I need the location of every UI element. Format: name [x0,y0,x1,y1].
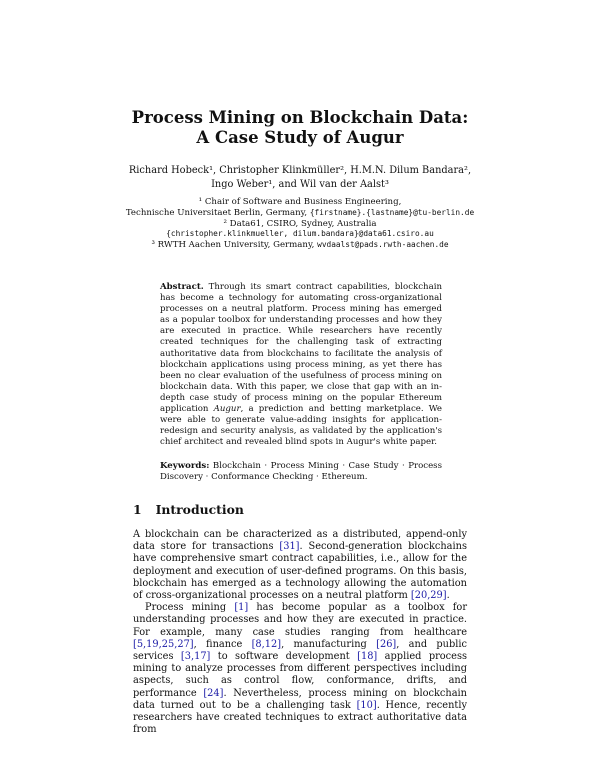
p2-text-h: . Nevertheless, process mining on blockchain data turned out to be a challenging task [133,687,467,711]
abstract [160,282,442,448]
title-line-2: A Case Study of Augur [196,128,404,147]
p2-text-e: , and public services [133,638,467,663]
affiliation-1-email: {firstname}.{lastname}@tu-berlin.de [309,207,475,217]
p2-text-d: , manufacturing [281,638,377,650]
author-list [100,164,500,192]
keywords [160,461,442,483]
affiliation-3-line: ³ RWTH Aachen University, Germany, [151,240,318,251]
citation-link[interactable]: [1] [234,602,249,614]
citation-link[interactable]: [5,19,25,27] [133,638,194,650]
title-line-1: Process Mining on Blockchain Data: [131,108,469,127]
citation-link[interactable]: [24] [203,687,224,699]
p2-text-c: , finance [193,638,252,650]
introduction-body [133,529,467,736]
p2-text-b: has become popular as a toolbox for understanding processes and how they are executed in practice. For example, many case studies ranging from healthcare [133,602,467,638]
paragraph-1 [133,529,467,602]
p2-text-f: to software development [210,651,358,663]
keywords-text: Blockchain · Process Mining · Case Study · Process Discovery · Conformance Checking · Ethereum. [160,461,442,483]
abstract-text-a: Through its smart contract capabilities, blockchain has become a technology for automating cross-organizational processes on a neutral platform. Process mining has emerged as a popular toolbox for understanding processes and how they are executed in practice. While researchers have recently created techniques for the challenging task of extracting authoritative data from blockchains to facilitate the analysis of blockchain applications using process mining, as yet there has been no clear evaluation of the usefulness of process mining on blockchain data. With this paper, we close that gap with an in-depth case study of process mining on the popular Ethereum application [160,282,442,415]
citation-link[interactable]: [18] [357,651,378,663]
affiliation-2-line-1: ² Data61, CSIRO, Sydney, Australia [223,218,377,229]
p1-text-a: A blockchain can be characterized as a distributed, append-only data store for transactions [133,529,467,553]
section-title: Introduction [155,502,244,517]
authors-line-1: Richard Hobeck¹, Christopher Klinkmüller², H.M.N. Dilum Bandara², [128,165,472,176]
citation-link[interactable]: [20,29] [410,590,447,602]
paper-title [0,108,600,148]
affiliation-2-email: {christopher.klinkmueller, dilum.bandara}@data61.csiro.au [166,229,434,239]
citation-link[interactable]: [31] [279,541,300,553]
authors-line-2: Ingo Weber¹, and Wil van der Aalst³ [211,179,389,190]
affiliation-1-line-2: Technische Universitaet Berlin, Germany, [125,207,310,218]
paragraph-2 [133,602,467,736]
section-number: 1 [133,502,142,517]
citation-link[interactable]: [10] [356,699,377,711]
p1-text-b: . Second-generation blockchains have comprehensive smart contract capabilities, i.e., allow for the deployment and execution of user-defined programs. On this basis, blockchain has emerged as a technology allowing the automation of cross-organizational processes on a neutral platform [133,541,467,602]
citation-link[interactable]: [8,12] [251,638,282,650]
affiliations [60,197,540,251]
abstract-augur: Augur [213,404,241,415]
affiliation-1-line-1: ¹ Chair of Software and Business Engineering, [198,197,402,207]
abstract-text-b: , a prediction and betting marketplace. We were able to generate value-adding insights for application-redesign and security analysis, as validated by the application's chief architect and revealed blind spots in Augur's white paper. [160,404,443,448]
p1-text-end: . [446,590,450,602]
citation-link[interactable]: [26] [376,638,397,650]
keywords-label: Keywords: [160,461,210,471]
p2-text-a: Process mining [145,602,235,614]
abstract-label: Abstract. [160,282,204,292]
p2-text-g: applied process mining to analyze processes from different perspectives including aspects, such as control flow, conformance, drifts, and performance [133,651,468,699]
citation-link[interactable]: [3,17] [180,651,211,663]
affiliation-3-email: wvdaalst@pads.rwth-aachen.de [317,240,449,250]
p2-text-i: . Hence, recently researchers have created techniques to extract authoritative data from [133,699,467,736]
section-heading [133,502,244,517]
